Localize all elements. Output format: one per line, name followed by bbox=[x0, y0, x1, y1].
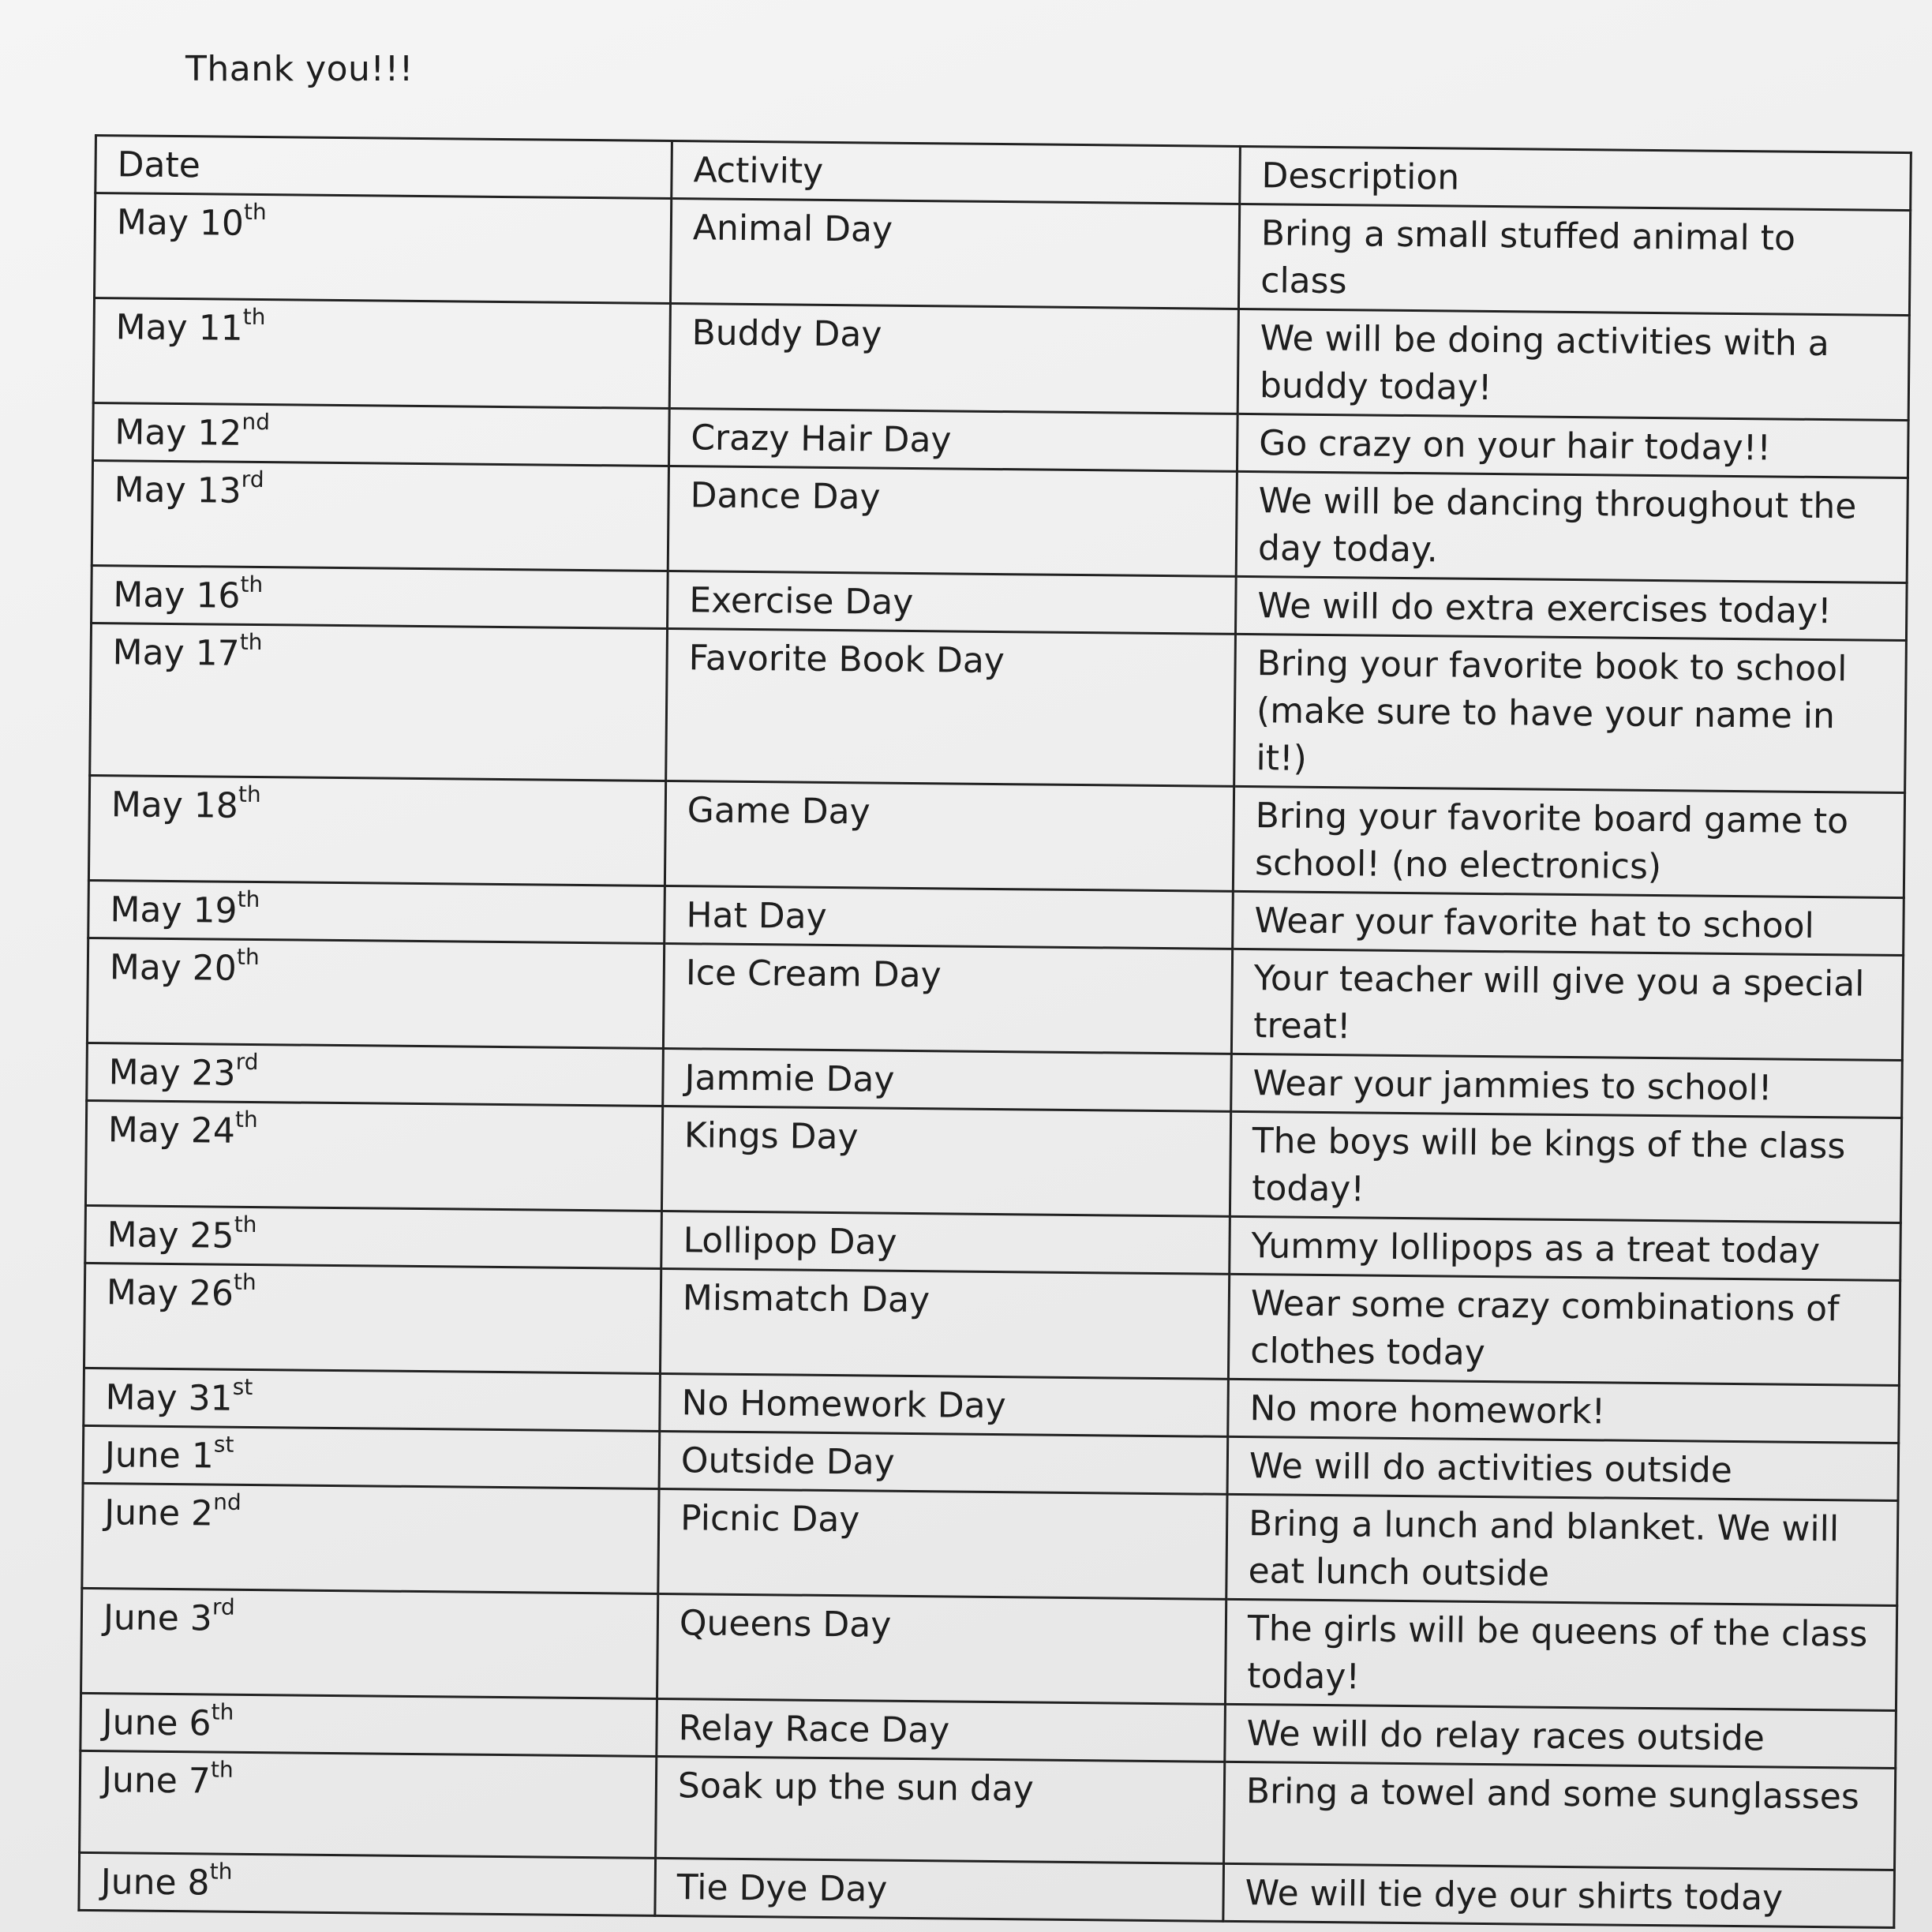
date-suffix: rd bbox=[235, 1049, 259, 1076]
date-month-day: June 3 bbox=[103, 1597, 213, 1639]
date-suffix: th bbox=[236, 944, 260, 971]
description-cell: We will do activities outside bbox=[1227, 1436, 1899, 1500]
date-suffix: rd bbox=[241, 466, 264, 493]
date-suffix: th bbox=[238, 781, 261, 808]
date-suffix: th bbox=[209, 1858, 233, 1885]
date-cell bbox=[81, 1588, 658, 1698]
date-suffix: st bbox=[213, 1431, 234, 1458]
table-row bbox=[85, 1100, 1901, 1222]
activity-cell: Game Day bbox=[665, 781, 1234, 891]
activity-cell: Exercise Day bbox=[668, 571, 1237, 634]
date-month-day: May 20 bbox=[109, 947, 238, 989]
activity-cell: Tie Dye Day bbox=[655, 1858, 1224, 1921]
date-suffix: th bbox=[211, 1698, 234, 1726]
date-month-day: June 6 bbox=[102, 1702, 212, 1744]
date-cell bbox=[92, 460, 668, 571]
activity-cell: Outside Day bbox=[659, 1431, 1228, 1494]
date-cell bbox=[93, 298, 670, 409]
description-cell: Go crazy on your hair today!! bbox=[1237, 414, 1908, 477]
date-cell bbox=[84, 1263, 661, 1373]
table-row bbox=[95, 193, 1911, 316]
description-cell: No more homework! bbox=[1228, 1379, 1900, 1443]
date-month-day: June 2 bbox=[103, 1492, 214, 1534]
description-cell: Bring your favorite board game to school! (no electronics) bbox=[1233, 786, 1904, 897]
activity-cell: Animal Day bbox=[670, 199, 1239, 309]
description-cell: Your teacher will give you a special treat! bbox=[1231, 949, 1903, 1060]
description-cell: Bring your favorite book to school (make sure to have your name in it!) bbox=[1234, 634, 1907, 792]
date-suffix: th bbox=[240, 571, 264, 598]
activity-cell: Mismatch Day bbox=[660, 1268, 1229, 1379]
date-month-day: May 13 bbox=[114, 470, 242, 511]
date-suffix: st bbox=[232, 1374, 253, 1401]
description-cell: Wear your jammies to school! bbox=[1231, 1054, 1903, 1118]
schedule-table bbox=[77, 134, 1912, 1929]
table-row bbox=[92, 460, 1908, 582]
date-cell bbox=[85, 1205, 662, 1268]
table-row bbox=[87, 938, 1903, 1060]
activity-cell: Soak up the sun day bbox=[656, 1756, 1225, 1863]
date-suffix: th bbox=[233, 1269, 256, 1296]
date-suffix: th bbox=[237, 886, 260, 913]
activity-cell: Kings Day bbox=[661, 1106, 1230, 1216]
activity-cell: Favorite Book Day bbox=[666, 628, 1236, 786]
description-cell: The boys will be kings of the class today! bbox=[1230, 1111, 1901, 1222]
date-month-day: May 31 bbox=[105, 1377, 233, 1419]
date-cell bbox=[88, 775, 665, 886]
date-month-day: May 26 bbox=[106, 1272, 234, 1314]
table-row bbox=[90, 623, 1907, 792]
description-cell: The girls will be queens of the class today! bbox=[1225, 1599, 1896, 1710]
schedule-sheet bbox=[77, 134, 1910, 1929]
table-row bbox=[84, 1263, 1900, 1385]
date-month-day: May 16 bbox=[113, 575, 241, 616]
date-cell bbox=[93, 402, 670, 466]
description-cell: Bring a towel and some sunglasses bbox=[1224, 1762, 1896, 1870]
table-row bbox=[80, 1750, 1896, 1870]
date-month-day: May 10 bbox=[116, 202, 245, 244]
description-cell: We will be doing activities with a buddy today! bbox=[1237, 309, 1909, 420]
description-cell: Yummy lollipops as a treat today bbox=[1230, 1216, 1901, 1280]
date-column-header: Date bbox=[95, 136, 672, 199]
description-cell: Bring a lunch and blanket. We will eat lunch outside bbox=[1226, 1494, 1898, 1605]
description-cell: Wear your favorite hat to school bbox=[1233, 891, 1904, 955]
description-cell: We will be dancing throughout the day today. bbox=[1236, 471, 1908, 582]
date-month-day: May 19 bbox=[110, 889, 238, 931]
date-cell bbox=[82, 1483, 659, 1593]
description-cell: Bring a small stuffed animal to class bbox=[1238, 204, 1910, 315]
activity-cell: Relay Race Day bbox=[657, 1698, 1226, 1762]
date-cell bbox=[88, 880, 665, 943]
date-cell bbox=[95, 193, 672, 304]
date-suffix: nd bbox=[213, 1488, 242, 1516]
date-cell bbox=[85, 1100, 662, 1211]
date-cell bbox=[83, 1425, 660, 1488]
date-cell bbox=[84, 1368, 661, 1431]
date-suffix: nd bbox=[242, 409, 271, 436]
activity-cell: Crazy Hair Day bbox=[668, 409, 1237, 472]
activity-cell: Queens Day bbox=[657, 1593, 1226, 1704]
activity-cell: Dance Day bbox=[668, 466, 1237, 577]
description-cell: Wear some crazy combinations of clothes today bbox=[1228, 1274, 1900, 1385]
description-cell: We will tie dye our shirts today bbox=[1223, 1863, 1895, 1927]
activity-cell: Hat Day bbox=[665, 886, 1234, 949]
description-cell: We will do relay races outside bbox=[1225, 1704, 1896, 1768]
date-month-day: May 18 bbox=[110, 784, 239, 826]
date-cell bbox=[87, 1043, 664, 1106]
date-month-day: May 17 bbox=[112, 632, 240, 674]
date-suffix: th bbox=[234, 1106, 258, 1133]
date-suffix: th bbox=[239, 629, 263, 656]
table-row bbox=[93, 298, 1909, 421]
activity-cell: Picnic Day bbox=[658, 1488, 1227, 1599]
description-column-header: Description bbox=[1240, 146, 1911, 210]
activity-cell: Ice Cream Day bbox=[663, 943, 1232, 1054]
date-suffix: th bbox=[243, 199, 267, 226]
date-cell bbox=[92, 565, 668, 628]
date-cell bbox=[90, 623, 668, 781]
date-month-day: June 7 bbox=[101, 1760, 212, 1802]
activity-cell: Buddy Day bbox=[669, 304, 1238, 414]
table-row bbox=[81, 1588, 1897, 1710]
date-month-day: May 12 bbox=[114, 412, 242, 454]
date-cell bbox=[80, 1693, 657, 1756]
date-month-day: June 8 bbox=[100, 1862, 210, 1904]
activity-cell: No Homework Day bbox=[660, 1373, 1229, 1436]
date-month-day: May 25 bbox=[107, 1215, 234, 1256]
activity-column-header: Activity bbox=[672, 141, 1241, 204]
date-month-day: May 23 bbox=[108, 1052, 236, 1094]
date-suffix: rd bbox=[212, 1593, 235, 1621]
date-month-day: May 11 bbox=[115, 307, 243, 349]
date-suffix: th bbox=[242, 304, 266, 331]
thank-you-text: Thank you!!! bbox=[185, 49, 414, 89]
activity-cell: Lollipop Day bbox=[661, 1211, 1230, 1274]
date-month-day: May 24 bbox=[107, 1110, 236, 1151]
table-row bbox=[88, 775, 1904, 897]
date-cell bbox=[87, 938, 664, 1048]
date-suffix: th bbox=[210, 1756, 234, 1784]
date-cell bbox=[79, 1852, 656, 1915]
description-cell: We will do extra exercises today! bbox=[1235, 576, 1907, 640]
activity-cell: Jammie Day bbox=[663, 1048, 1232, 1111]
date-month-day: June 1 bbox=[104, 1435, 214, 1477]
schedule-body bbox=[79, 193, 1911, 1928]
date-cell bbox=[80, 1750, 657, 1858]
date-suffix: th bbox=[234, 1211, 257, 1238]
table-row bbox=[82, 1483, 1898, 1605]
